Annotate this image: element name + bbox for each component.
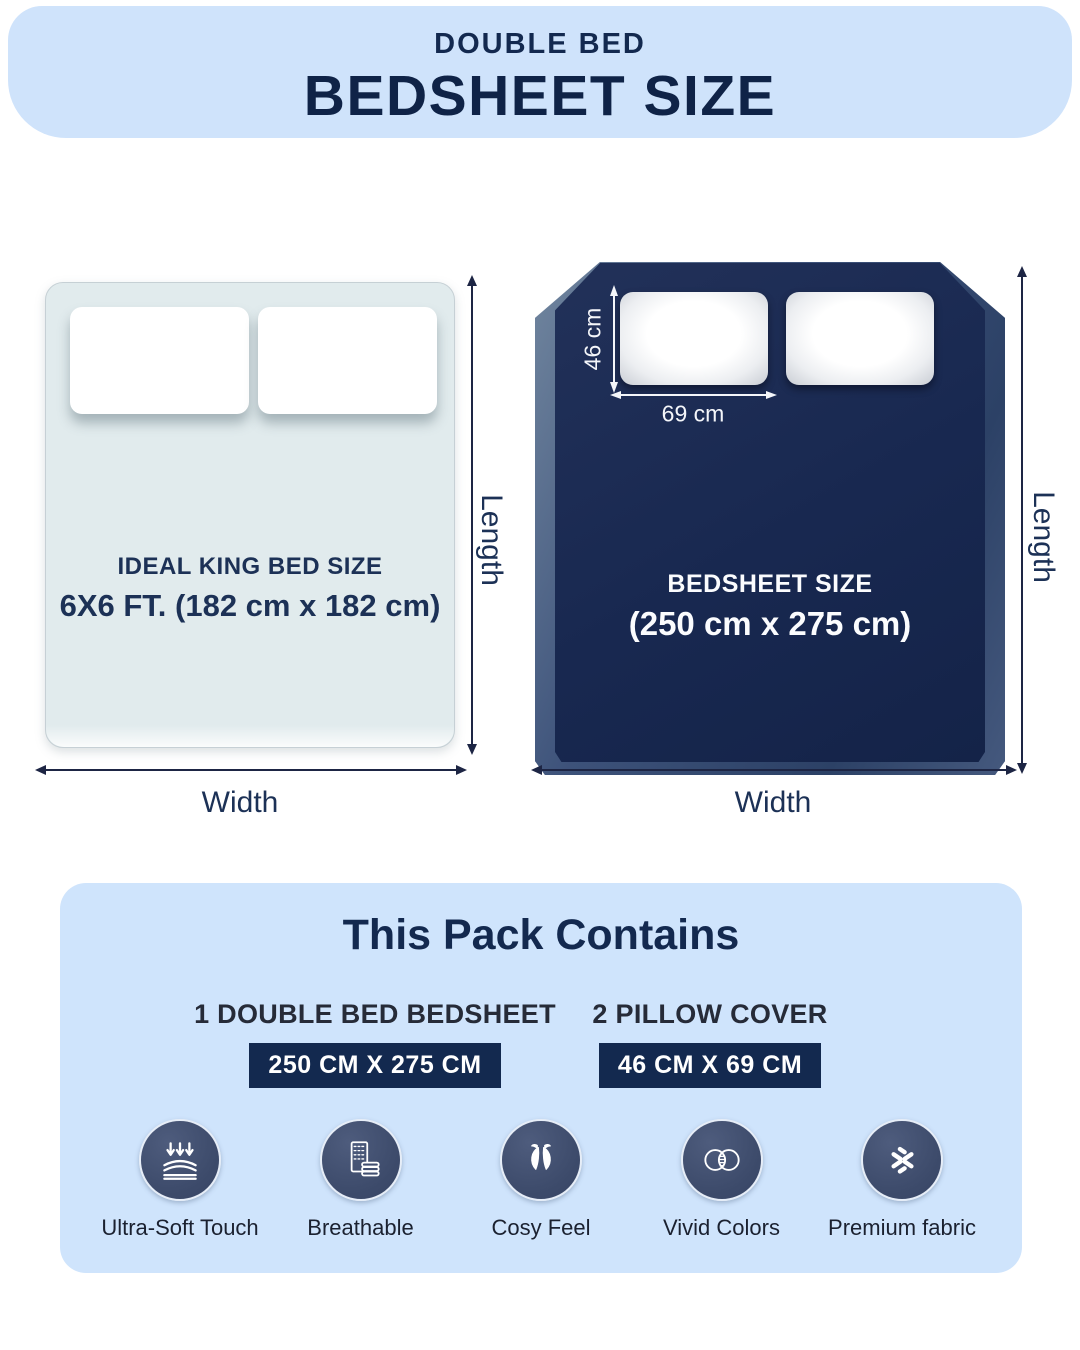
premium-fabric-icon — [861, 1119, 943, 1201]
bed-size-title: IDEAL KING BED SIZE — [117, 553, 383, 580]
breathable-icon — [320, 1119, 402, 1201]
vivid-colors-icon — [681, 1119, 763, 1201]
sheet-size-title: BEDSHEET SIZE — [667, 570, 873, 598]
feature-ultra-soft-touch — [90, 1119, 270, 1241]
pillow-height-arrow — [613, 293, 615, 385]
feature-premium-fabric — [812, 1119, 992, 1241]
pack-contents-panel — [60, 883, 1022, 1273]
bed-length-arrow — [471, 284, 473, 746]
pack-item-size-badge: 250 CM X 275 CM — [249, 1043, 500, 1088]
sheet-size-text — [535, 570, 1005, 643]
feature-label: Premium fabric — [828, 1215, 976, 1240]
feature-vivid-colors — [632, 1119, 812, 1241]
pack-item-pillow-cover — [550, 999, 870, 1088]
bedsheet-diagram — [535, 262, 1005, 775]
pack-item-label: 2 PILLOW COVER — [592, 999, 828, 1029]
sheet-pillow-right — [786, 292, 934, 385]
bed-width-arrow — [44, 769, 458, 771]
header-kicker: DOUBLE BED — [434, 28, 646, 60]
sheet-pillow-left — [620, 292, 768, 385]
cosy-feel-icon — [500, 1119, 582, 1201]
pack-item-bedsheet — [165, 999, 585, 1088]
sheet-width-arrow — [540, 769, 1008, 771]
pack-item-label: 1 DOUBLE BED BEDSHEET — [194, 999, 556, 1029]
feature-label: Breathable — [307, 1215, 414, 1240]
sheet-length-arrow — [1021, 275, 1023, 765]
header-banner — [8, 6, 1072, 138]
bed-pillow-right — [258, 307, 437, 414]
feature-breathable — [271, 1119, 451, 1241]
feature-row — [90, 1119, 992, 1241]
feature-label: Vivid Colors — [663, 1215, 780, 1240]
king-bed-diagram — [45, 282, 455, 748]
feature-label: Cosy Feel — [491, 1215, 591, 1240]
bed-size-text — [46, 553, 454, 624]
feature-cosy-feel — [451, 1119, 631, 1241]
bed-length-label: Length — [475, 494, 508, 586]
pillow-width-label: 69 cm — [661, 400, 725, 427]
sheet-length-label: Length — [1027, 491, 1060, 583]
sheet-width-label: Width — [734, 786, 812, 819]
sheet-size-value: (250 cm x 275 cm) — [628, 605, 912, 642]
page-title: BEDSHEET SIZE — [303, 64, 777, 128]
bed-pillow-left — [70, 307, 249, 414]
pack-item-size-badge: 46 CM X 69 CM — [599, 1043, 821, 1088]
bed-size-value: 6X6 FT. (182 cm x 182 cm) — [59, 588, 441, 623]
ultra-soft-touch-icon — [139, 1119, 221, 1201]
pillow-width-arrow — [618, 394, 769, 396]
bed-width-label: Width — [201, 786, 279, 819]
pillow-height-label: 46 cm — [579, 307, 606, 371]
pack-title: This Pack Contains — [342, 911, 740, 959]
feature-label: Ultra-Soft Touch — [101, 1215, 259, 1240]
